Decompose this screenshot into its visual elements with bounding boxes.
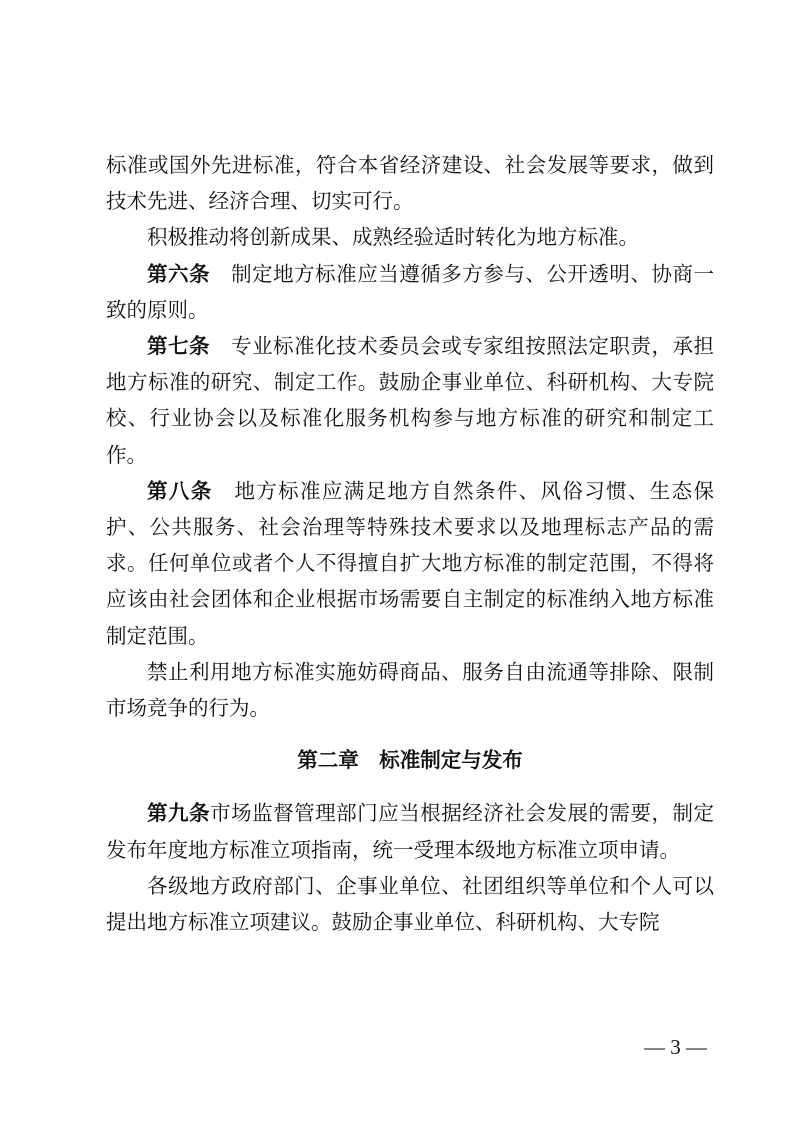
page-number: — 3 — [644,1035,707,1059]
article-text: 市场监督管理部门应当根据经济社会发展的需要，制定发布年度地方标准立项指南，统一受理本级地方标准立项申请。 [106,801,715,862]
article-eight [106,473,714,654]
article-text: 地方标准应满足地方自然条件、风俗习惯、生态保护、公共服务、社会治理等特殊技术要求以及地理标志产品的需求。任何单位或者个人不得擅自扩大地方标准的制定范围，不得将应该由社会团体和企业根据市场需要自主制定的标准纳入地方标准制定范围。 [106,478,715,648]
article-six [106,256,714,328]
chapter-title: 标准制定与发布 [379,748,523,773]
article-heading: 第七条 [147,334,211,359]
paragraph-text: 各级地方政府部门、企事业单位、社团组织等单位和个人可以提出地方标准立项建议。鼓励企事业单位、科研机构、大专院 [106,873,714,935]
article-heading: 第六条 [147,261,211,286]
paragraph-proposals [106,868,714,940]
chapter-number: 第二章 [297,748,359,773]
article-heading: 第九条 [147,801,211,826]
paragraph-text: 禁止利用地方标准实施妨碍商品、服务自由流通等排除、限制市场竞争的行为。 [106,659,714,721]
article-nine [106,795,714,867]
paragraph-competition [106,654,714,726]
continued-paragraph [106,147,714,219]
document-body [106,147,714,940]
article-text: 专业标准化技术委员会或专家组按照法定职责，承担地方标准的研究、制定工作。鼓励企事业单位、科研机构、大专院校、行业协会以及标准化服务机构参与地方标准的研究和制定工作。 [106,334,715,467]
article-seven [106,328,714,473]
chapter-heading [106,742,714,778]
paragraph-text: 标准或国外先进标准，符合本省经济建设、社会发展等要求，做到技术先进、经济合理、切实可行。 [106,153,714,214]
paragraph-text: 积极推动将创新成果、成熟经验适时转化为地方标准。 [147,225,639,250]
article-text: 制定地方标准应当遵循多方参与、公开透明、协商一致的原则。 [106,261,715,322]
paragraph-innovation [106,219,714,255]
article-heading: 第八条 [147,478,213,503]
